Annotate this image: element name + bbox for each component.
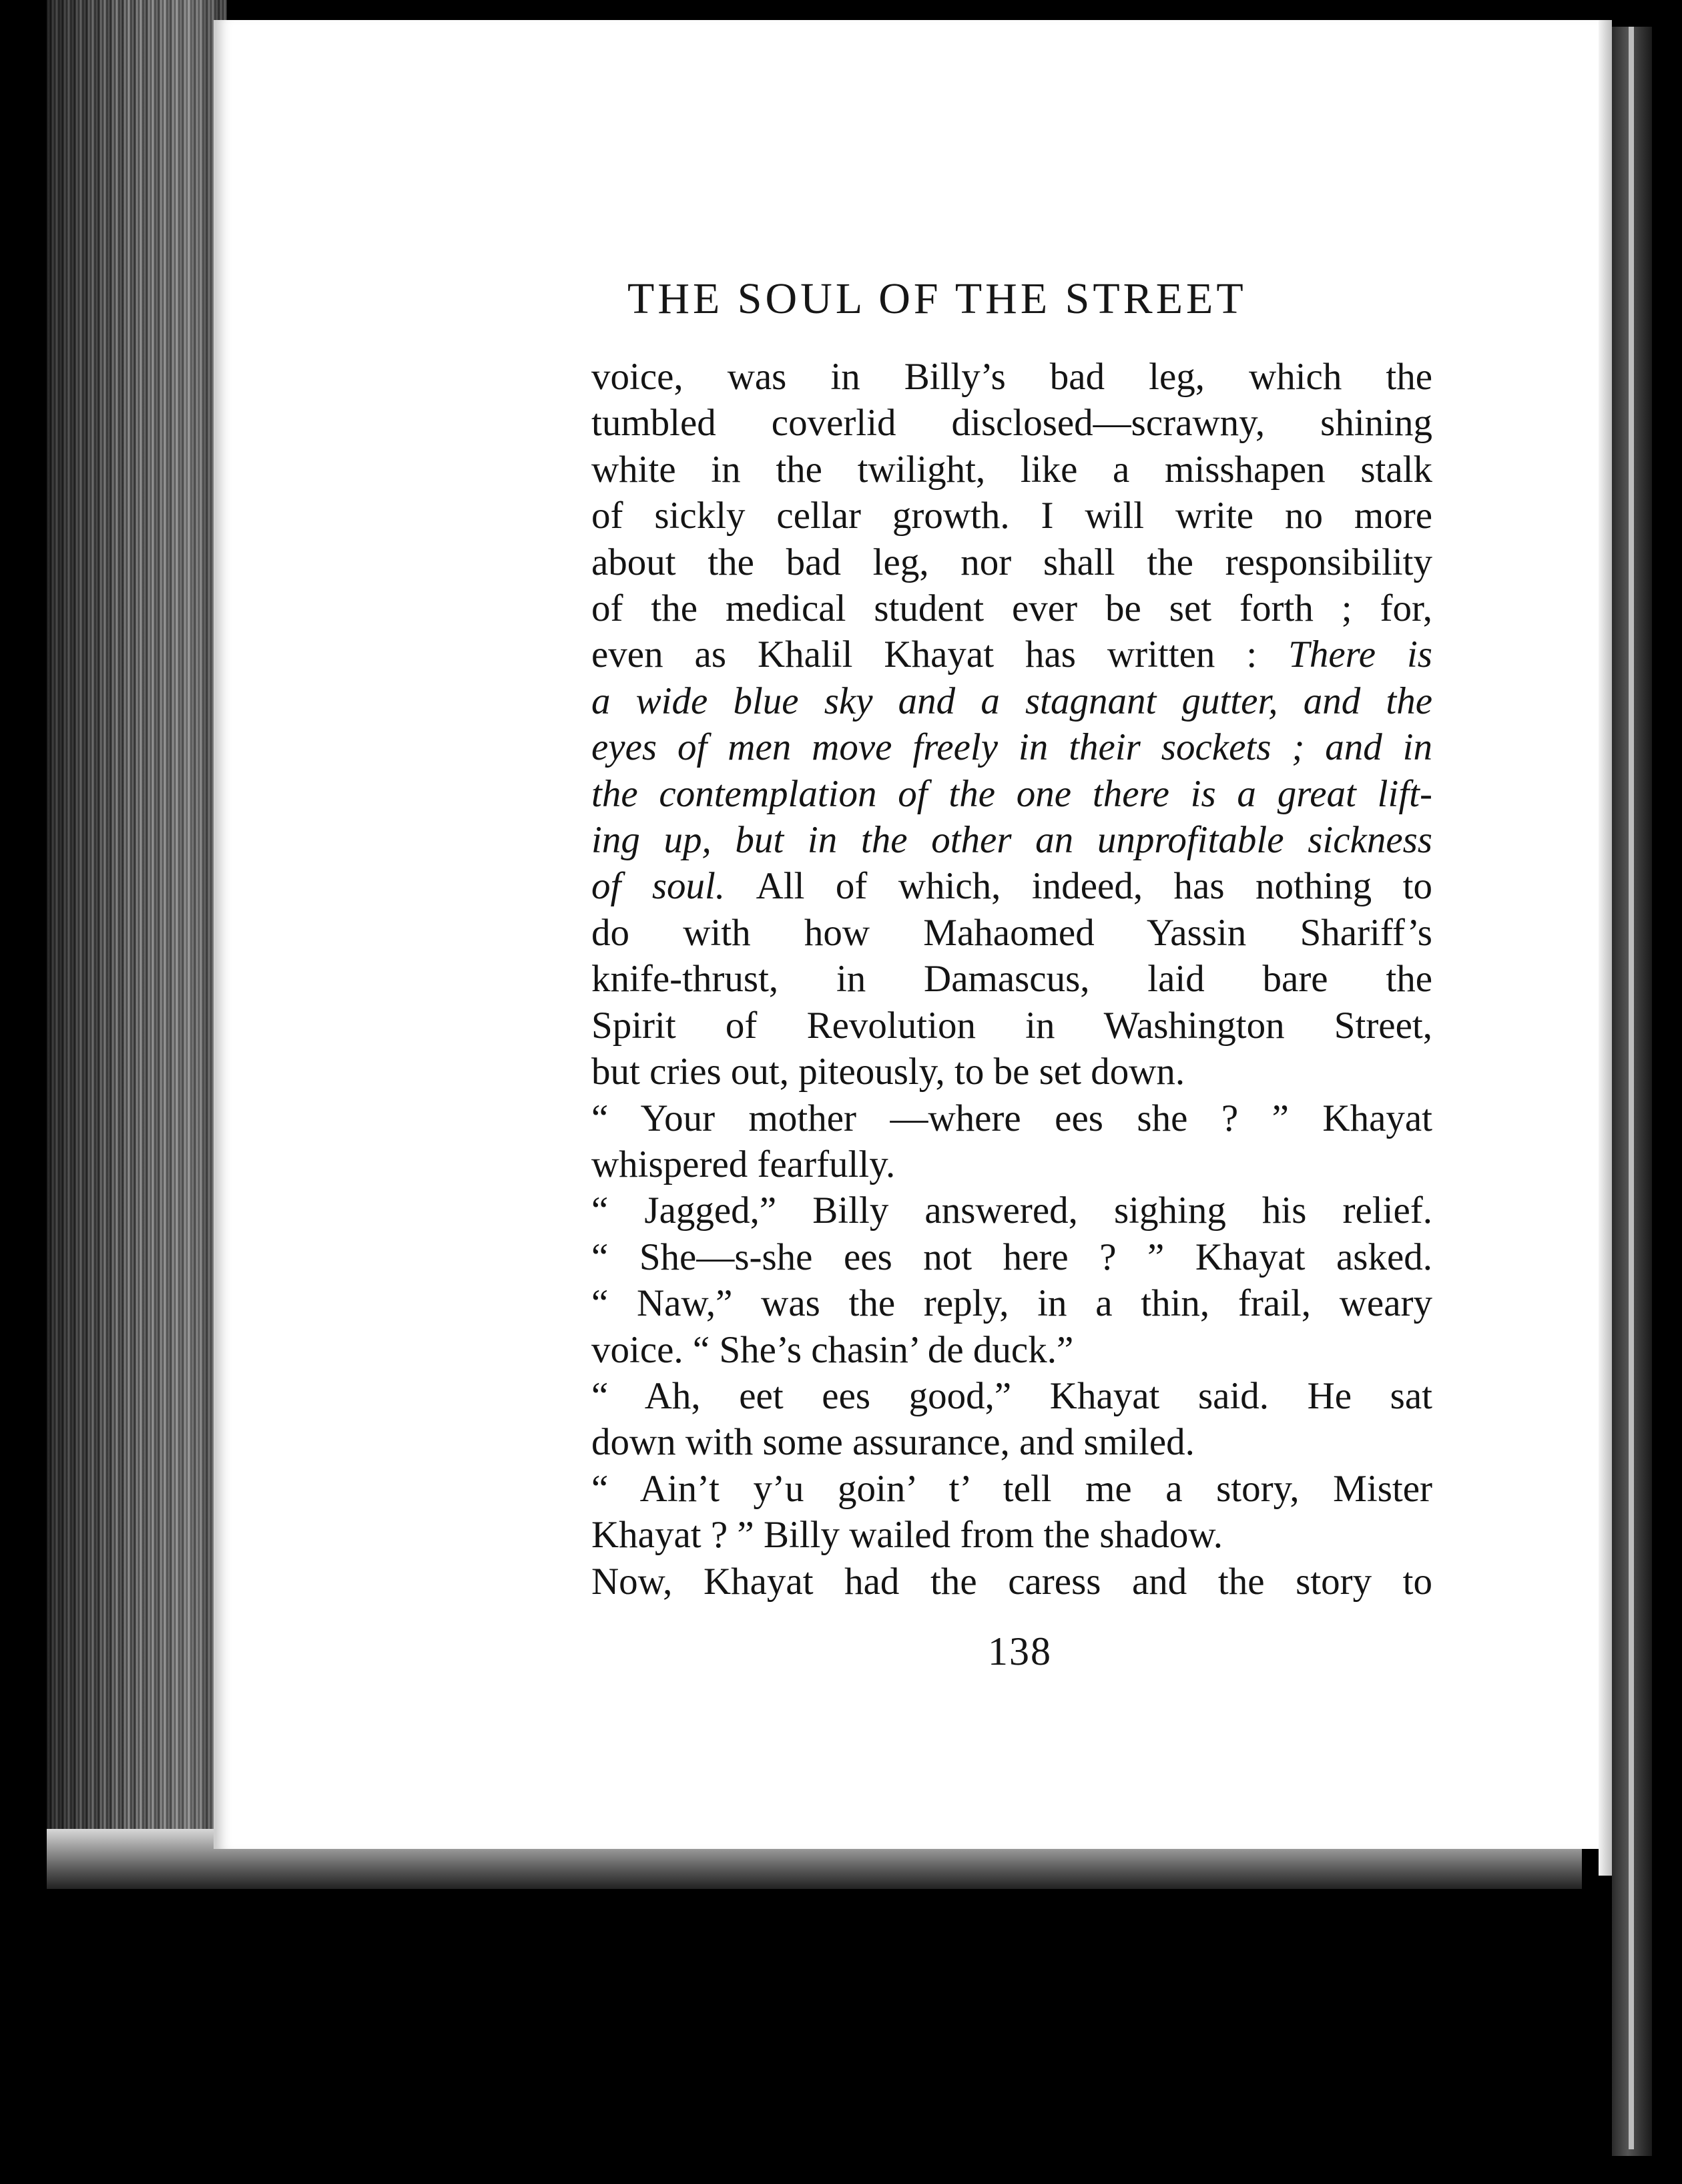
text-line: voice. “ She’s chasin’ de duck.” [591, 1328, 1074, 1371]
text-line: white in the twilight, like a misshapen stalk [591, 448, 1432, 491]
text-line-italic: There is [1288, 633, 1432, 676]
text-line [591, 863, 1432, 909]
next-page-edge-line [1629, 27, 1634, 2149]
text-line: whispered fearfully. [591, 1143, 896, 1185]
text-line-roman: All of which, indeed, has nothing to [756, 865, 1433, 908]
text-line: Khayat ? ” Billy wailed from the shadow. [591, 1514, 1223, 1557]
text-line: a wide blue sky and a stagnant gutter, and the [591, 679, 1432, 722]
text-line: “ Naw,” was the reply, in a thin, frail, weary [591, 1282, 1432, 1325]
text-line: Now, Khayat had the caress and the story to [591, 1560, 1432, 1603]
text-line: the contemplation of the one there is a great lift- [591, 772, 1432, 815]
text-line: ing up, but in the other an unprofitable sickness [591, 819, 1432, 862]
text-line: “ Ain’t y’u goin’ t’ tell me a story, Mister [591, 1467, 1432, 1510]
text-line-italic: of soul. [591, 865, 756, 908]
text-line: of sickly cellar growth. I will write no more [591, 495, 1432, 537]
text-line: do with how Mahaomed Yassin Shariff’s [591, 911, 1432, 954]
text-line: eyes of men move freely in their sockets ; and in [591, 726, 1432, 769]
text-line: of the medical student ever be set forth ; for, [591, 587, 1432, 630]
text-line: “ Jagged,” Billy answered, sighing his relief. [591, 1189, 1432, 1232]
text-line: tumbled coverlid disclosed—scrawny, shining [591, 402, 1432, 445]
text-line: down with some assurance, and smiled. [591, 1421, 1195, 1464]
text-line: Spirit of Revolution in Washington Street, [591, 1004, 1432, 1047]
text-line: voice, was in Billy’s bad leg, which the [591, 356, 1432, 398]
text-line: “ Your mother —where ees she ? ” Khayat [591, 1097, 1432, 1139]
page-right-edge [1599, 20, 1612, 1876]
text-line: but cries out, piteously, to be set down. [591, 1051, 1185, 1093]
page-number: 138 [988, 1629, 1052, 1673]
text-line: “ She—s-she ees not here ? ” Khayat asked. [591, 1236, 1432, 1278]
text-line-roman: even as Khalil Khayat has written : [591, 633, 1289, 676]
background-below-page [47, 1889, 1599, 2184]
body-text [591, 354, 1432, 1605]
running-head: THE SOUL OF THE STREET [627, 274, 1247, 323]
fore-edge-shading [47, 0, 227, 1896]
text-line [591, 631, 1432, 677]
text-line: about the bad leg, nor shall the responsibility [591, 541, 1432, 583]
text-line: knife-thrust, in Damascus, laid bare the [591, 958, 1432, 1001]
text-line: “ Ah, eet ees good,” Khayat said. He sat [591, 1374, 1432, 1417]
